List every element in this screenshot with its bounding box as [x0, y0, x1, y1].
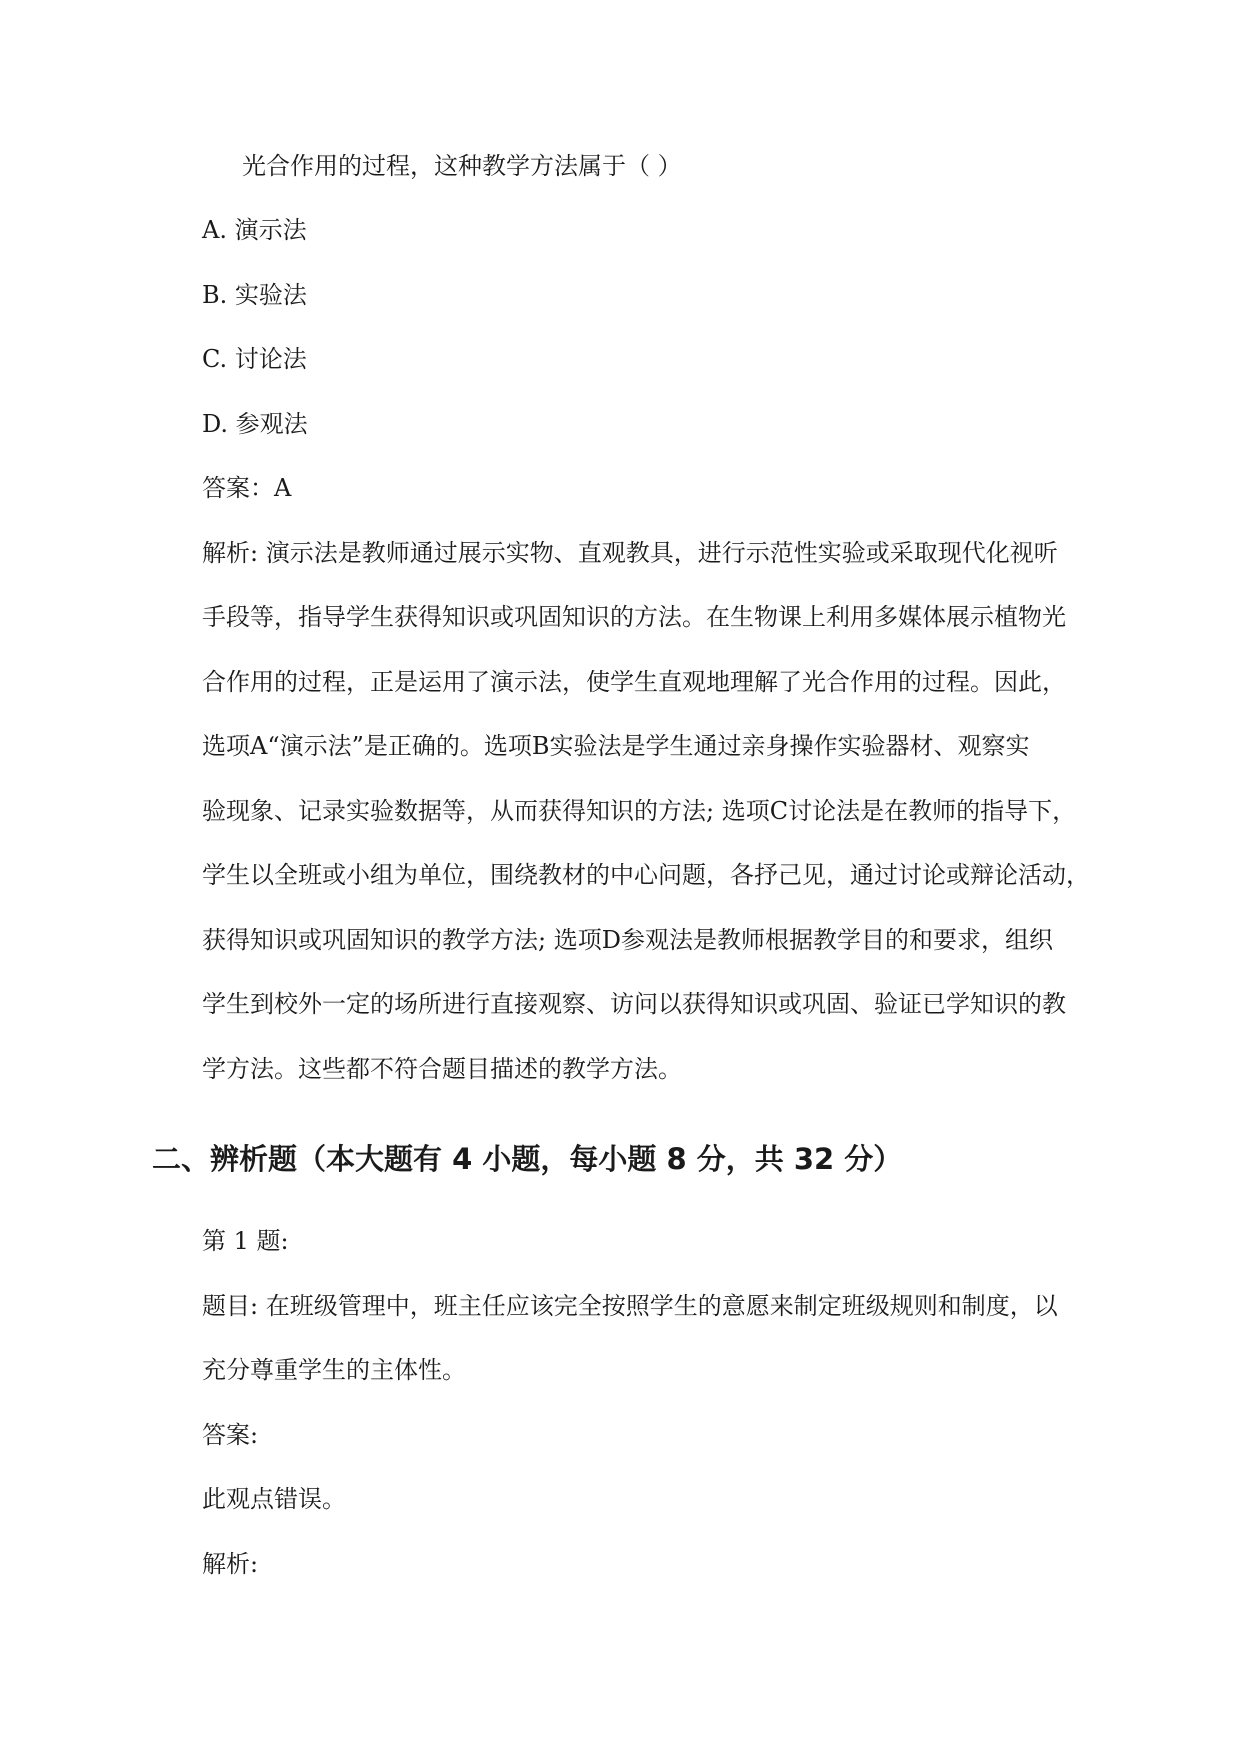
analysis-line: 手段等，指导学生获得知识或巩固知识的方法。在生物课上利用多媒体展示植物光: [202, 603, 1066, 631]
question-stem-line: 题目: 在班级管理中，班主任应该完全按照学生的意愿来制定班级规则和制度，以: [202, 1292, 1058, 1320]
answer-text: 此观点错误。: [202, 1485, 346, 1513]
analysis-line: 合作用的过程，正是运用了演示法，使学生直观地理解了光合作用的过程。因此，: [202, 668, 1066, 696]
analysis-line: 学方法。这些都不符合题目描述的教学方法。: [202, 1055, 682, 1083]
analysis-line: 学生到校外一定的场所进行直接观察、访问以获得知识或巩固、验证已学知识的教: [202, 990, 1066, 1018]
section-heading: 二、辨析题（本大题有 4 小题，每小题 8 分，共 32 分）: [152, 1142, 903, 1176]
option-a: A. 演示法: [202, 216, 307, 244]
analysis-label: 解析:: [202, 1550, 259, 1578]
analysis-line: 学生以全班或小组为单位，围绕教材的中心问题，各抒己见，通过讨论或辩论活动，: [202, 861, 1090, 889]
option-b: B. 实验法: [202, 281, 307, 309]
analysis-line: 验现象、记录实验数据等，从而获得知识的方法; 选项C讨论法是在教师的指导下，: [202, 797, 1077, 825]
option-d: D. 参观法: [202, 410, 308, 438]
question-stem-line: 充分尊重学生的主体性。: [202, 1356, 466, 1384]
question-number: 第 1 题:: [202, 1227, 289, 1255]
question-continuation: 光合作用的过程，这种教学方法属于（ ）: [242, 152, 682, 180]
analysis-line: 选项A“演示法”是正确的。选项B实验法是学生通过亲身操作实验器材、观察实: [202, 732, 1030, 760]
analysis-line: 解析: 演示法是教师通过展示实物、直观教具，进行示范性实验或采取现代化视听: [202, 539, 1058, 567]
option-c: C. 讨论法: [202, 345, 307, 373]
answer-label: 答案:: [202, 1421, 259, 1449]
answer-line: 答案：A: [202, 474, 292, 502]
analysis-line: 获得知识或巩固知识的教学方法; 选项D参观法是教师根据教学目的和要求，组织: [202, 926, 1053, 954]
